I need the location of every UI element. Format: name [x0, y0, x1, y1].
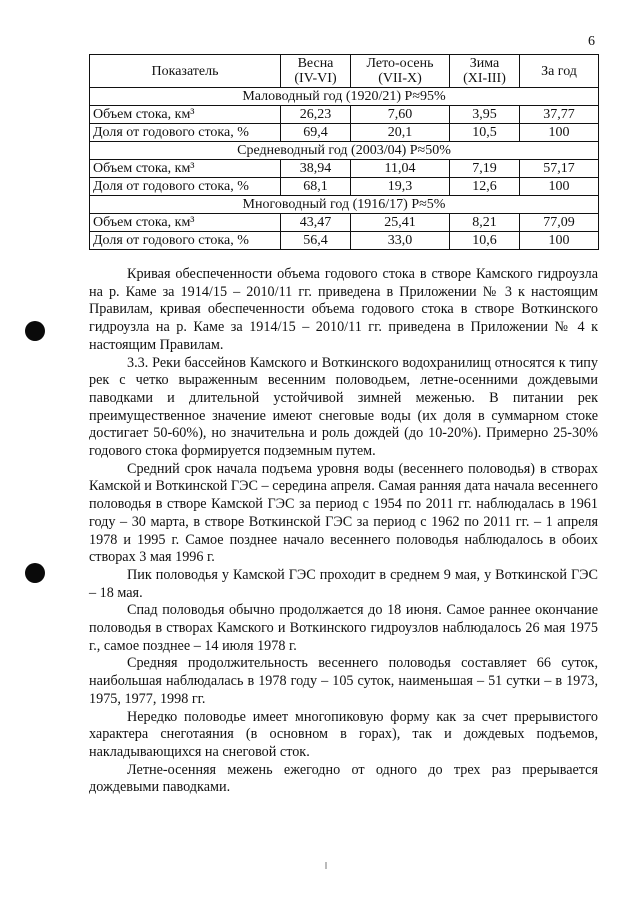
cell-spring: 26,23 [281, 106, 351, 124]
table-row [90, 214, 599, 232]
table-row [90, 232, 599, 250]
header-winter [450, 55, 520, 88]
group-row-low-water [90, 88, 599, 106]
cell-summer-autumn: 25,41 [351, 214, 450, 232]
cell-year: 57,17 [520, 160, 599, 178]
row-label: Объем стока, км³ [90, 214, 281, 232]
table-row [90, 160, 599, 178]
paragraph-flood-peak: Пик половодья у Камской ГЭС проходит в среднем 9 мая, у Воткинской ГЭС – 18 мая. [89, 566, 598, 601]
cell-spring: 43,47 [281, 214, 351, 232]
cell-winter: 8,21 [450, 214, 520, 232]
cell-year: 100 [520, 232, 599, 250]
paragraph-flood-duration: Средняя продолжительность весеннего половодья составляет 66 суток, наибольшая наблюдалась в 1978 году – 105 суток, наименьшая – 51 сутки – в 1973, 1975, 1977, 1998 гг. [89, 655, 598, 707]
header-spring-months: (IV-VI) [294, 71, 337, 86]
header-summer-autumn [351, 55, 450, 88]
header-spring-name: Весна [297, 56, 334, 71]
row-label: Объем стока, км³ [90, 106, 281, 124]
cell-spring: 68,1 [281, 178, 351, 196]
header-summer-autumn-months: (VII-X) [378, 71, 422, 86]
header-winter-months: (XI-III) [463, 71, 506, 86]
group-title: Маловодный год (1920/21) P≈95% [90, 88, 599, 106]
header-year: За год [520, 55, 599, 88]
cell-summer-autumn: 11,04 [351, 160, 450, 178]
cell-summer-autumn: 20,1 [351, 124, 450, 142]
table-row [90, 178, 599, 196]
group-title: Многоводный год (1916/17) P≈5% [90, 196, 599, 214]
table-row [90, 106, 599, 124]
header-winter-name: Зима [469, 56, 500, 71]
cell-winter: 7,19 [450, 160, 520, 178]
group-row-high-water [90, 196, 599, 214]
row-label: Доля от годового стока, % [90, 178, 281, 196]
cell-winter: 12,6 [450, 178, 520, 196]
paragraph-low-water: Летне-осенняя межень ежегодно от одного до трех раз прерывается дождевыми паводками. [89, 761, 598, 796]
paragraph-multipeak: Нередко половодье имеет многопиковую форму как за счет прерывистого характера снеготаяния (в основном в горах), так и дождевых подъемов, накладывающихся на снеговой сток. [89, 708, 598, 760]
cell-year: 100 [520, 178, 599, 196]
runoff-table [89, 54, 599, 250]
punch-hole-upper [25, 321, 45, 341]
paragraph-curves: Кривая обеспеченности объема годового стока в створе Камского гидроузла на р. Каме за 1914/15 – 2010/11 гг. приведена в Приложении № 3 к настоящим Правилам, кривая обеспеченности объема годового стока в створе Воткинского гидроузла на р. Каме за 1914/15 – 2010/11 гг. приведена в Приложении № 4 к настоящим Правилам. [89, 266, 598, 353]
header-summer-autumn-name: Лето-осень [366, 56, 434, 71]
page-number: 6 [588, 34, 595, 49]
group-row-average-water [90, 142, 599, 160]
paragraph-flood-start: Средний срок начала подъема уровня воды (весеннего половодья) в створах Камской и Воткинской ГЭС – середина апреля. Самая ранняя дата начала весеннего половодья в створе Камской ГЭС за период с 1954 по 2011 гг. наблюдалась в 1961 году – 30 марта, в створе Воткинской ГЭС за период с 1962 по 2011 гг. – 1 апреля 1978 и 1995 г. Самое позднее начало весеннего половодья наблюдалось в обоих створах 3 мая 1996 г. [89, 460, 598, 566]
cell-summer-autumn: 7,60 [351, 106, 450, 124]
cell-spring: 38,94 [281, 160, 351, 178]
cell-year: 100 [520, 124, 599, 142]
body-text [89, 266, 598, 797]
table-row [90, 124, 599, 142]
punch-hole-lower [25, 563, 45, 583]
header-indicator: Показатель [90, 55, 281, 88]
cell-year: 37,77 [520, 106, 599, 124]
cell-year: 77,09 [520, 214, 599, 232]
cell-summer-autumn: 33,0 [351, 232, 450, 250]
cell-spring: 69,4 [281, 124, 351, 142]
cell-summer-autumn: 19,3 [351, 178, 450, 196]
row-label: Доля от годового стока, % [90, 124, 281, 142]
paragraph-flood-recession: Спад половодья обычно продолжается до 18 июня. Самое раннее окончание половодья в створах Камского и Воткинского гидроузлов наблюдалось 26 мая 1975 г., самое позднее – 14 июля 1978 г. [89, 602, 598, 654]
cell-winter: 10,5 [450, 124, 520, 142]
cell-winter: 10,6 [450, 232, 520, 250]
cell-spring: 56,4 [281, 232, 351, 250]
table-header-row [90, 55, 599, 88]
cell-winter: 3,95 [450, 106, 520, 124]
group-title: Средневодный год (2003/04) P≈50% [90, 142, 599, 160]
scan-artifact-mark [325, 862, 327, 869]
row-label: Объем стока, км³ [90, 160, 281, 178]
row-label: Доля от годового стока, % [90, 232, 281, 250]
paragraph-river-types: 3.3. Реки бассейнов Камского и Воткинского водохранилищ относятся к типу рек с четко выраженным весенним половодьем, летне-осенними дождевыми паводками и длительной устойчивой зимней меженью. В питании рек преимущественное значение имеют снеговые воды (их доля в суммарном стоке достигает 50-60%), но значительна и роль дождей (до 10-20%). Примерно 25-30% годового стока формируется подземным путем. [89, 354, 598, 460]
header-spring [281, 55, 351, 88]
